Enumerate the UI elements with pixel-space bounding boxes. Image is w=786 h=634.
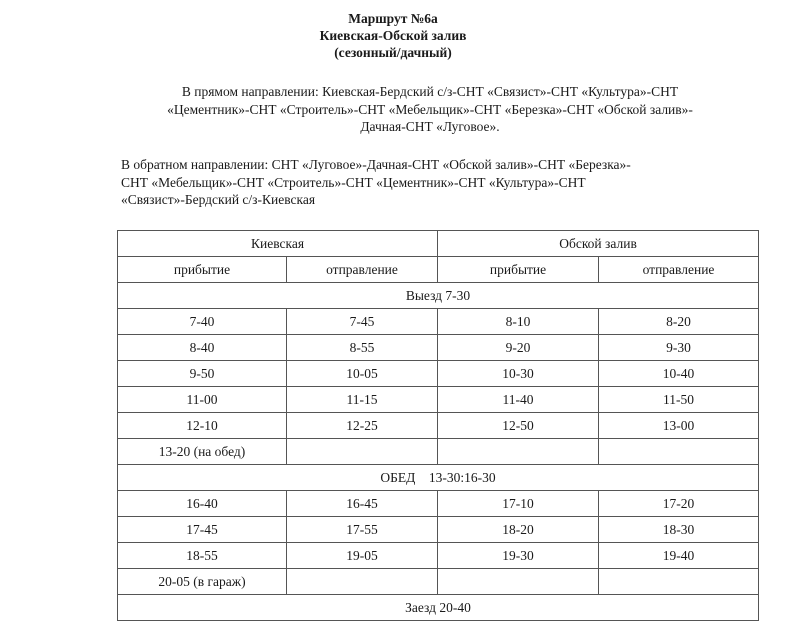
column-header-arrival: прибытие xyxy=(118,257,287,283)
time-cell: 18-20 xyxy=(438,517,599,543)
garage-note: 20-05 (в гараж) xyxy=(118,569,287,595)
time-cell: 8-20 xyxy=(599,309,759,335)
backward-direction-text xyxy=(121,156,741,209)
time-cell: 7-45 xyxy=(287,309,438,335)
columns-header-row xyxy=(118,257,759,283)
time-cell: 11-40 xyxy=(438,387,599,413)
column-header-departure: отправление xyxy=(287,257,438,283)
time-cell: 7-40 xyxy=(118,309,287,335)
table-row xyxy=(118,543,759,569)
garage-note-row xyxy=(118,569,759,595)
time-cell: 17-55 xyxy=(287,517,438,543)
time-cell: 17-20 xyxy=(599,491,759,517)
time-cell: 17-10 xyxy=(438,491,599,517)
time-cell: 11-15 xyxy=(287,387,438,413)
time-cell: 13-00 xyxy=(599,413,759,439)
time-cell: 11-00 xyxy=(118,387,287,413)
lunch-break: ОБЕД 13-30:16-30 xyxy=(118,465,759,491)
lunch-note-row xyxy=(118,439,759,465)
empty-cell xyxy=(287,569,438,595)
time-cell: 16-45 xyxy=(287,491,438,517)
exit-row xyxy=(118,283,759,309)
return-row xyxy=(118,595,759,621)
schedule-table xyxy=(117,230,759,621)
table-row xyxy=(118,491,759,517)
backward-line: «Связист»-Бердский с/з-Киевская xyxy=(121,192,316,207)
time-cell: 9-20 xyxy=(438,335,599,361)
time-cell: 8-10 xyxy=(438,309,599,335)
time-cell: 10-40 xyxy=(599,361,759,387)
exit-time: Выезд 7-30 xyxy=(118,283,759,309)
route-name: Киевская-Обской залив xyxy=(319,28,467,43)
time-cell: 16-40 xyxy=(118,491,287,517)
column-header-arrival: прибытие xyxy=(438,257,599,283)
stops-header-row xyxy=(118,231,759,257)
time-cell: 19-40 xyxy=(599,543,759,569)
time-cell: 18-30 xyxy=(599,517,759,543)
time-cell: 19-30 xyxy=(438,543,599,569)
backward-line: В обратном направлении: СНТ «Луговое»-Дачная-СНТ «Обской залив»-СНТ «Березка»- xyxy=(121,157,631,172)
time-cell: 8-40 xyxy=(118,335,287,361)
time-cell: 17-45 xyxy=(118,517,287,543)
time-cell: 12-25 xyxy=(287,413,438,439)
route-number: Маршрут №6а xyxy=(348,11,438,26)
time-cell: 12-50 xyxy=(438,413,599,439)
empty-cell xyxy=(438,569,599,595)
time-cell: 8-55 xyxy=(287,335,438,361)
stop-header-obskoy-zaliv: Обской залив xyxy=(438,231,759,257)
table-row xyxy=(118,309,759,335)
table-row xyxy=(118,387,759,413)
lunch-row xyxy=(118,465,759,491)
table-row xyxy=(118,335,759,361)
empty-cell xyxy=(599,569,759,595)
forward-line: «Цементник»-СНТ «Строитель»-СНТ «Мебельщик»-СНТ «Березка»-СНТ «Обской залив»- xyxy=(167,101,693,117)
route-type: (сезонный/дачный) xyxy=(334,45,452,60)
return-time: Заезд 20-40 xyxy=(118,595,759,621)
time-cell: 11-50 xyxy=(599,387,759,413)
time-cell: 9-50 xyxy=(118,361,287,387)
empty-cell xyxy=(599,439,759,465)
table-row xyxy=(118,517,759,543)
forward-line: Дачная-СНТ «Луговое». xyxy=(360,119,500,134)
time-cell: 10-05 xyxy=(287,361,438,387)
empty-cell xyxy=(287,439,438,465)
stop-header-kievskaya: Киевская xyxy=(118,231,438,257)
time-cell: 9-30 xyxy=(599,335,759,361)
backward-line: СНТ «Мебельщик»-СНТ «Строитель»-СНТ «Цементник»-СНТ «Культура»-СНТ xyxy=(121,174,586,190)
time-cell: 12-10 xyxy=(118,413,287,439)
forward-line: В прямом направлении: Киевская-Бердский с/з-СНТ «Связист»-СНТ «Культура»-СНТ xyxy=(181,84,679,99)
time-cell: 18-55 xyxy=(118,543,287,569)
route-title xyxy=(0,10,786,61)
lunch-note: 13-20 (на обед) xyxy=(118,439,287,465)
table-row xyxy=(118,361,759,387)
time-cell: 10-30 xyxy=(438,361,599,387)
table-row xyxy=(118,413,759,439)
forward-direction-text xyxy=(110,83,750,136)
empty-cell xyxy=(438,439,599,465)
time-cell: 19-05 xyxy=(287,543,438,569)
column-header-departure: отправление xyxy=(599,257,759,283)
